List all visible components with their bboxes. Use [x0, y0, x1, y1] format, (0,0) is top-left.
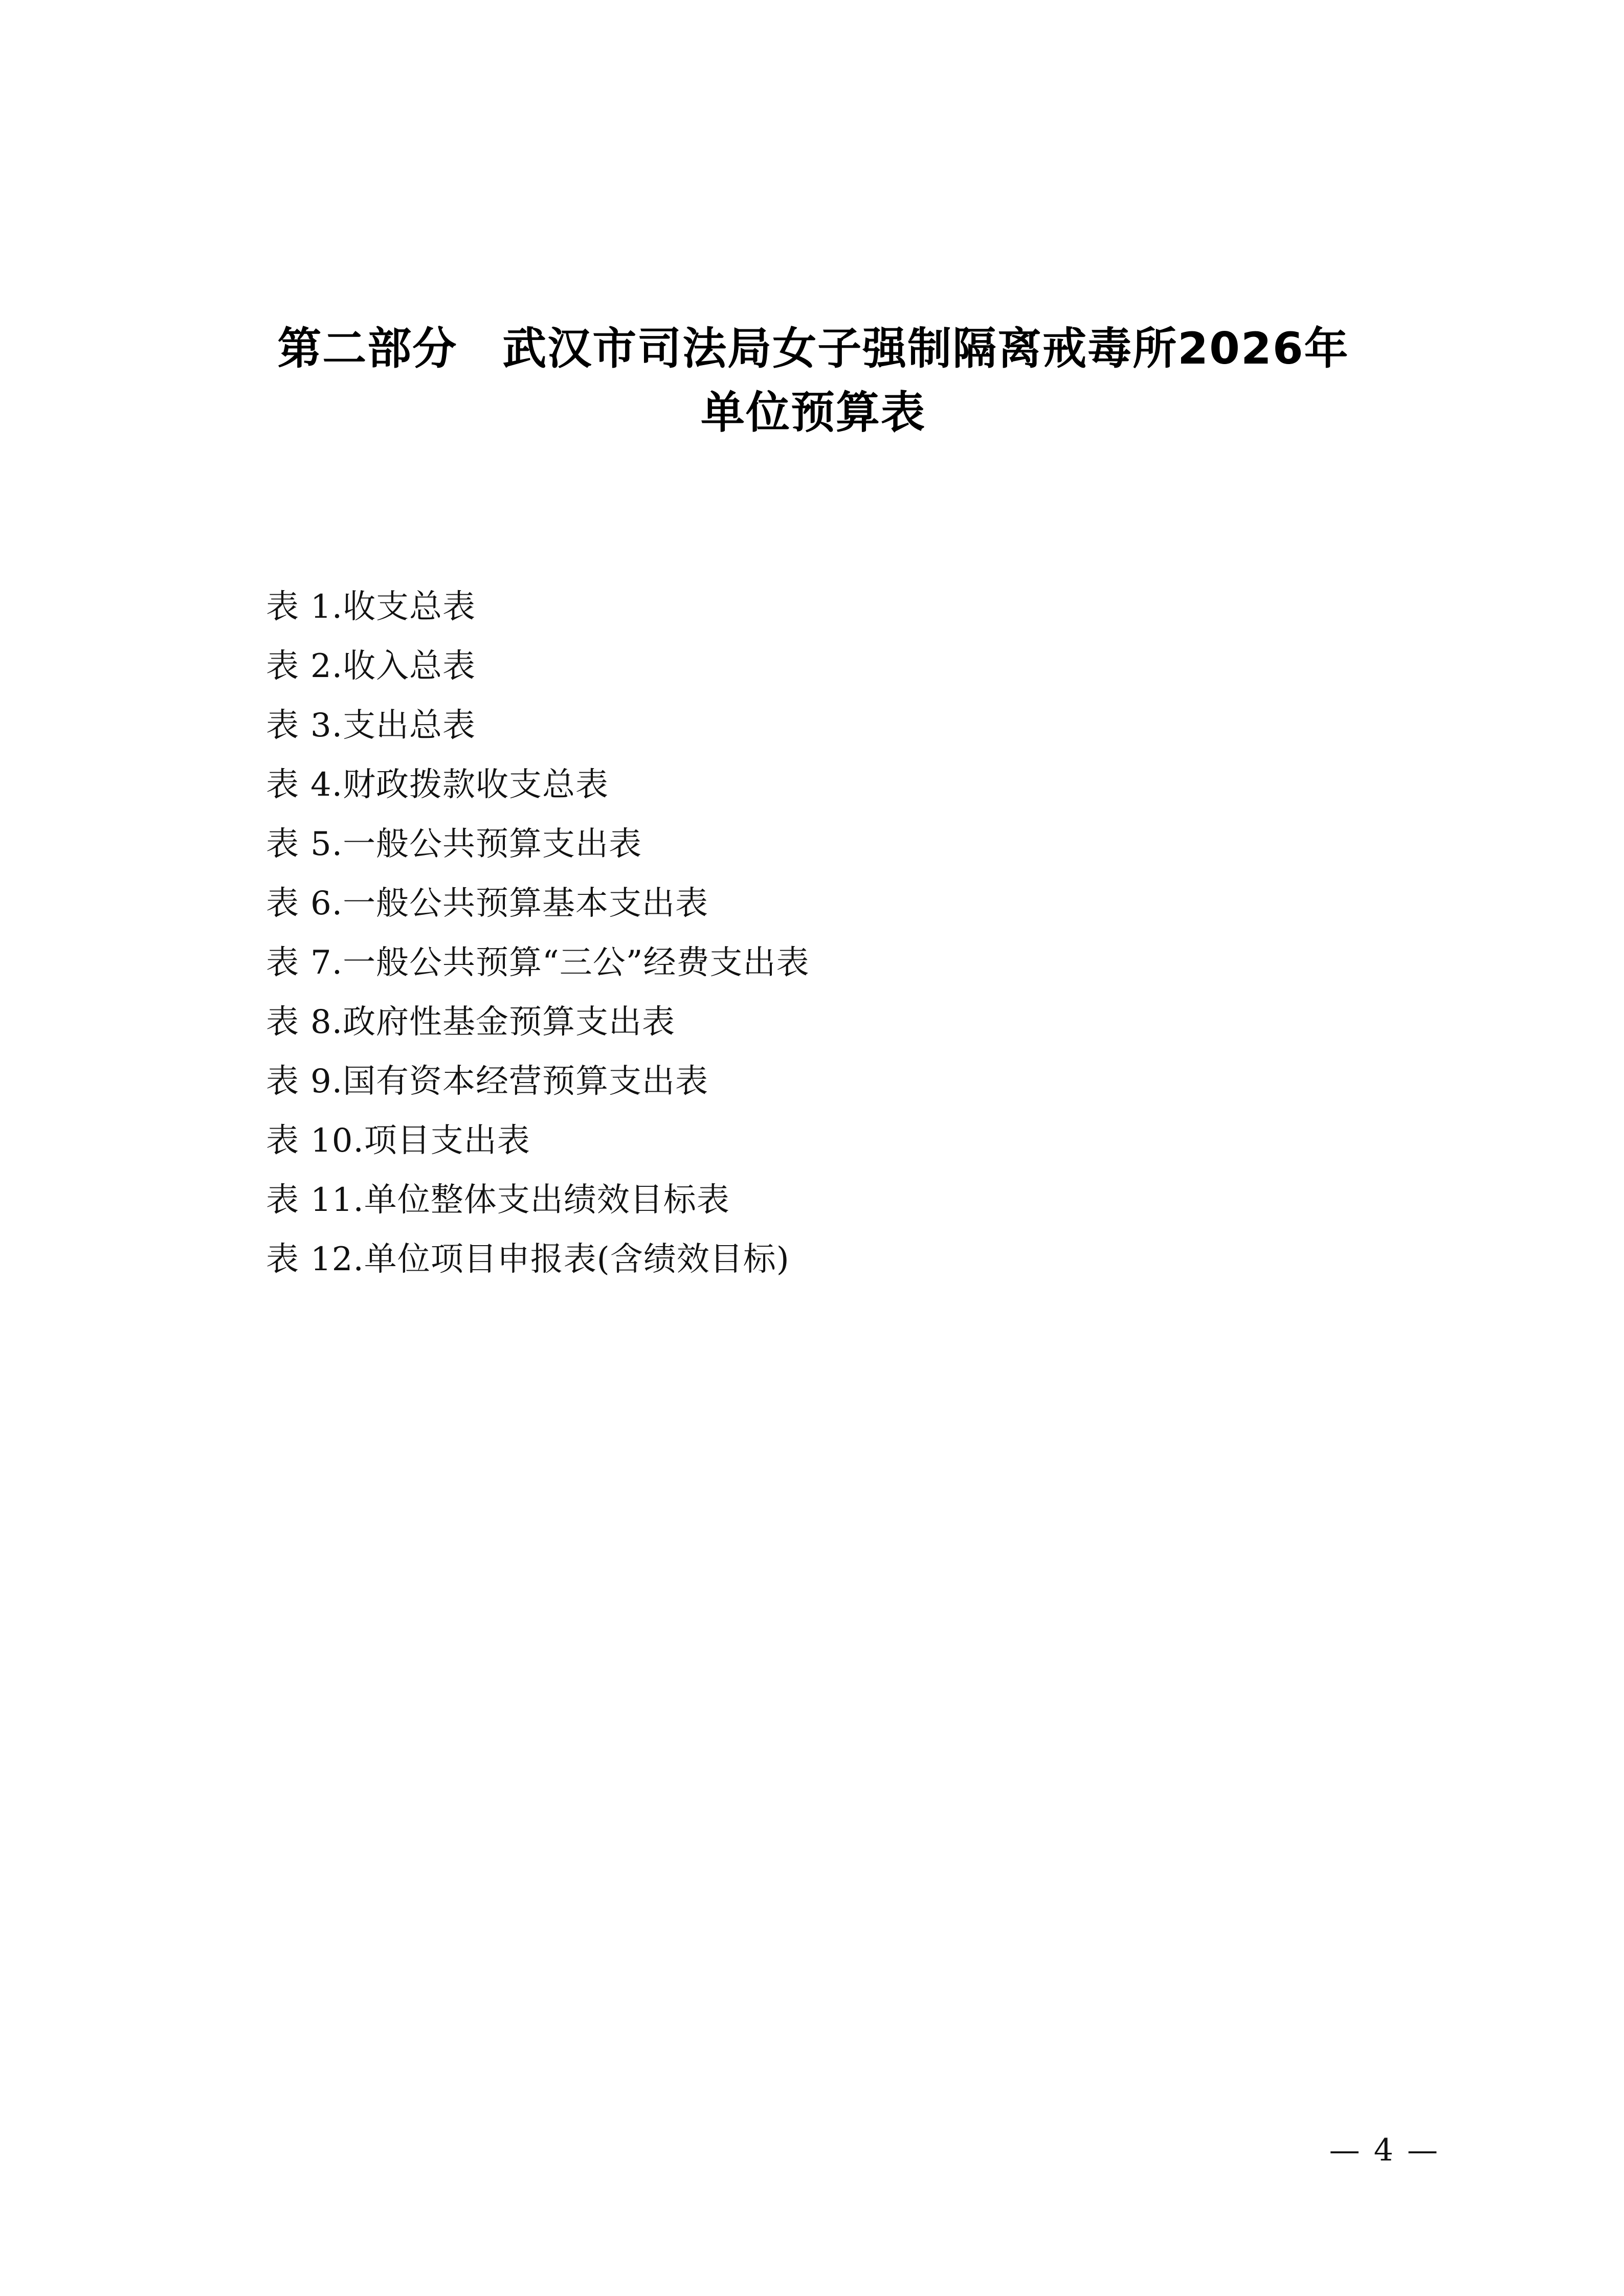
toc-item-label: 表	[266, 944, 299, 982]
toc-item-label: 表	[266, 1122, 299, 1160]
list-item	[266, 1122, 1391, 1160]
toc-item-label: 表	[266, 1063, 299, 1100]
list-item	[266, 766, 1391, 804]
list-item	[266, 1243, 1391, 1276]
list-item	[266, 647, 1391, 685]
toc-item-label: 表	[266, 825, 299, 863]
toc-item-text: 一般公共预算“三公”经费支出表	[343, 944, 810, 982]
page-title	[205, 317, 1422, 444]
toc-item-number: 11.	[310, 1181, 364, 1219]
toc-item-number: 8.	[310, 1003, 343, 1041]
toc-item-number: 4.	[310, 766, 343, 804]
list-item	[266, 1065, 1391, 1098]
page-title-line-2: 单位预算表	[701, 387, 926, 438]
toc-item-text: 一般公共预算基本支出表	[343, 885, 709, 922]
toc-item-text: 支出总表	[343, 707, 476, 745]
toc-item-text: 项目支出表	[364, 1122, 530, 1160]
toc-item-number: 2.	[310, 647, 343, 685]
list-item	[266, 1003, 1391, 1041]
toc-item-label: 表	[266, 647, 299, 685]
toc-item-text: 政府性基金预算支出表	[343, 1003, 676, 1041]
list-item	[266, 944, 1391, 982]
toc-item-label: 表	[266, 707, 299, 745]
toc-item-text: 单位项目申报表(含绩效目标)	[364, 1241, 790, 1278]
toc-item-number: 10.	[310, 1122, 364, 1160]
toc-item-label: 表	[266, 766, 299, 804]
toc-item-label: 表	[266, 885, 299, 922]
toc-item-text: 单位整体支出绩效目标表	[364, 1181, 730, 1219]
toc-item-label: 表	[266, 1241, 299, 1278]
list-item	[266, 1181, 1391, 1219]
toc-item-label: 表	[266, 1181, 299, 1219]
toc-item-number: 9.	[310, 1063, 343, 1100]
page-title-line-1: 第二部分 武汉市司法局女子强制隔离戒毒所2026年	[277, 323, 1349, 374]
toc-item-number: 7.	[310, 944, 343, 982]
list-item	[266, 588, 1391, 626]
toc-item-number: 3.	[310, 707, 343, 745]
toc-item-label: 表	[266, 1003, 299, 1041]
list-item	[266, 825, 1391, 863]
toc-item-text: 收入总表	[343, 647, 476, 685]
toc-item-text: 收支总表	[343, 588, 476, 626]
toc-item-text: 财政拨款收支总表	[343, 766, 609, 804]
page-number: — 4 —	[1329, 2132, 1440, 2168]
table-of-contents	[266, 588, 1391, 1302]
toc-item-label: 表	[266, 588, 299, 626]
list-item	[266, 707, 1391, 745]
toc-item-number: 6.	[310, 885, 343, 922]
list-item	[266, 887, 1391, 920]
toc-item-text: 一般公共预算支出表	[343, 825, 642, 863]
toc-item-number: 12.	[310, 1241, 364, 1278]
toc-item-number: 1.	[310, 588, 343, 626]
toc-item-text: 国有资本经营预算支出表	[343, 1063, 709, 1100]
toc-item-number: 5.	[310, 825, 343, 863]
